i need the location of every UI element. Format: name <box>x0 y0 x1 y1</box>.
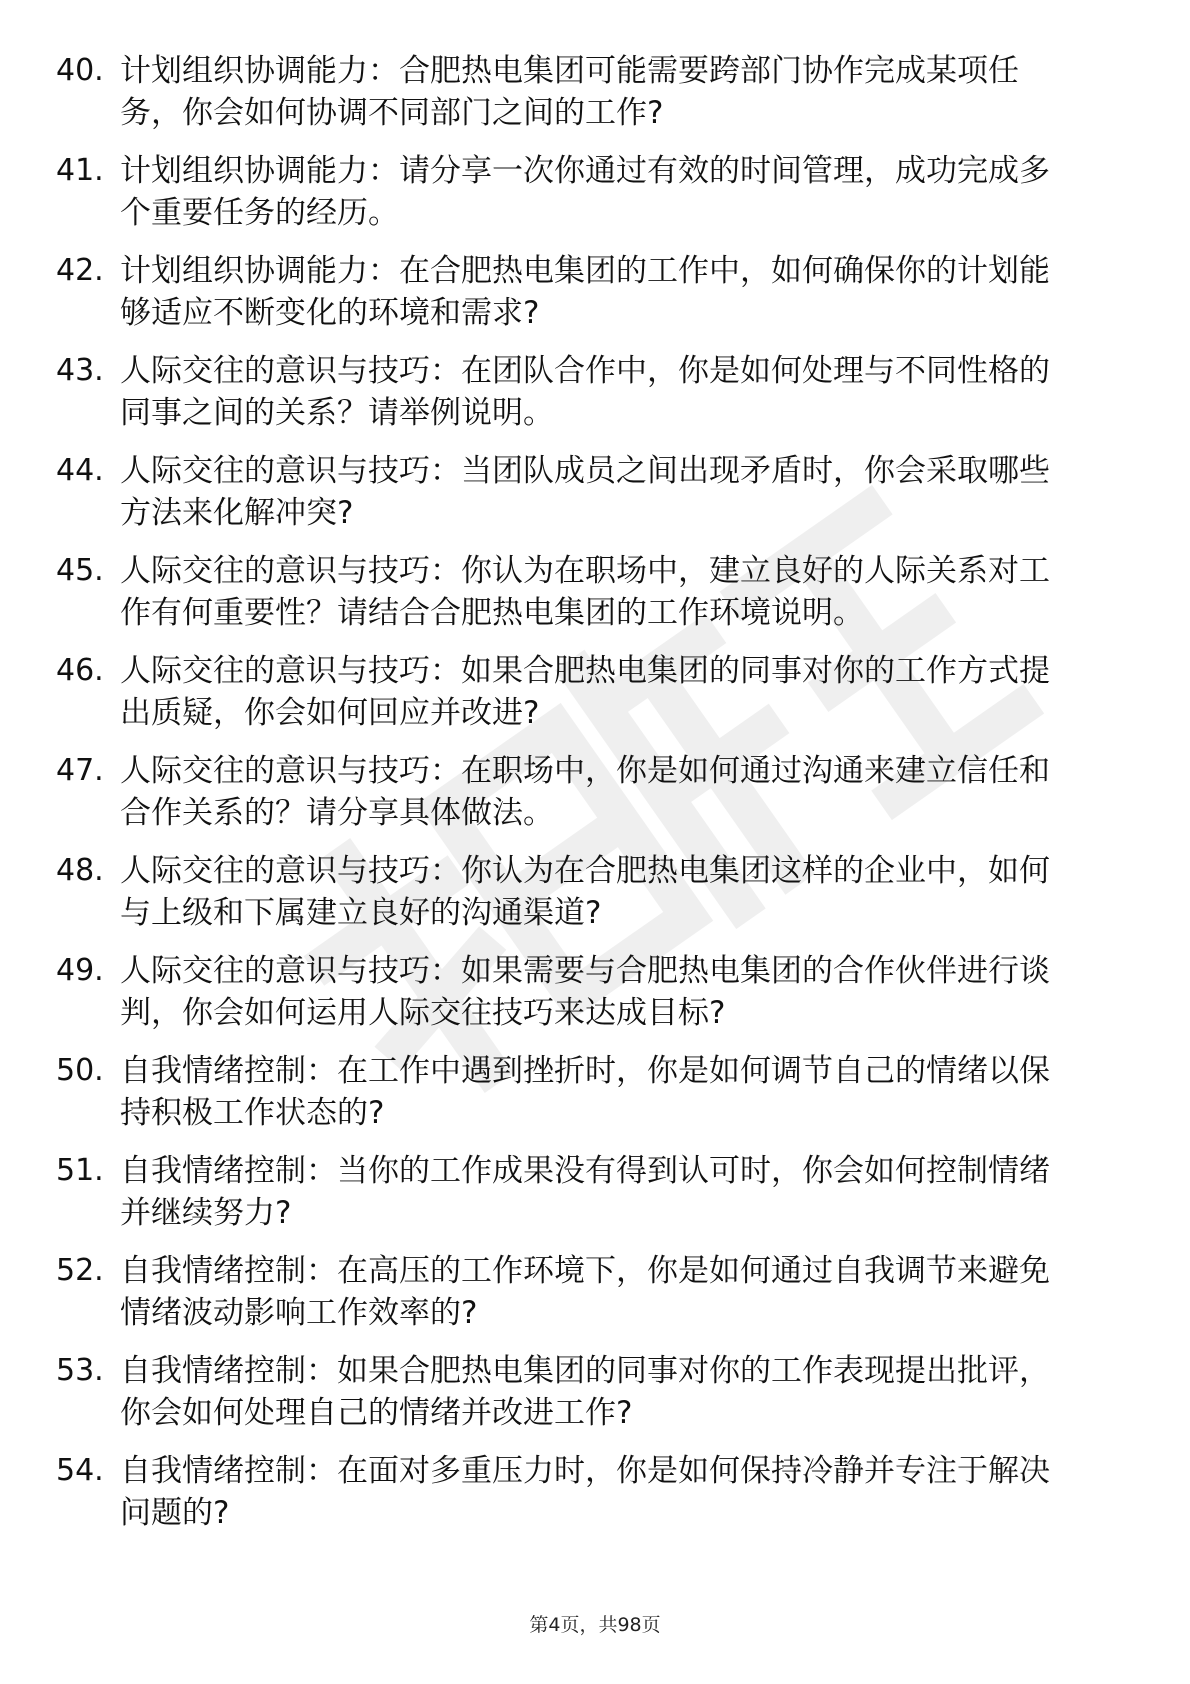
question-item <box>56 950 1096 1050</box>
question-number: 53. <box>56 1353 104 1388</box>
question-number: 47. <box>56 753 104 788</box>
question-item <box>56 750 1096 850</box>
question-number: 46. <box>56 653 104 688</box>
question-text: 自我情绪控制：在高压的工作环境下，你是如何通过自我调节来避免情绪波动影响工作效率的? <box>120 1253 1050 1331</box>
question-text: 人际交往的意识与技巧：你认为在合肥热电集团这样的企业中，如何与上级和下属建立良好的沟通渠道? <box>120 853 1050 931</box>
question-item <box>56 650 1096 750</box>
question-text: 人际交往的意识与技巧：你认为在职场中，建立良好的人际关系对工作有何重要性？请结合合肥热电集团的工作环境说明。 <box>120 553 1050 631</box>
question-item <box>56 1350 1096 1450</box>
question-text: 人际交往的意识与技巧：当团队成员之间出现矛盾时，你会采取哪些方法来化解冲突? <box>120 453 1050 531</box>
question-number: 41. <box>56 153 104 188</box>
question-text: 人际交往的意识与技巧：在团队合作中，你是如何处理与不同性格的同事之间的关系？请举例说明。 <box>120 353 1050 431</box>
question-text: 计划组织协调能力：在合肥热电集团的工作中，如何确保你的计划能够适应不断变化的环境和需求? <box>120 253 1050 331</box>
question-item <box>56 850 1096 950</box>
question-item <box>56 1050 1096 1150</box>
question-item <box>56 550 1096 650</box>
question-text: 人际交往的意识与技巧：如果合肥热电集团的同事对你的工作方式提出质疑，你会如何回应并改进? <box>120 653 1050 731</box>
question-item <box>56 350 1096 450</box>
question-number: 42. <box>56 253 104 288</box>
question-text: 自我情绪控制：如果合肥热电集团的同事对你的工作表现提出批评，你会如何处理自己的情绪并改进工作? <box>120 1353 1050 1431</box>
question-number: 52. <box>56 1253 104 1288</box>
page-number-footer: 第4页，共98页 <box>529 1614 661 1636</box>
question-item <box>56 50 1096 150</box>
question-number: 40. <box>56 53 104 88</box>
question-text: 计划组织协调能力：请分享一次你通过有效的时间管理，成功完成多个重要任务的经历。 <box>120 153 1050 231</box>
question-text: 自我情绪控制：在工作中遇到挫折时，你是如何调节自己的情绪以保持积极工作状态的? <box>120 1053 1050 1131</box>
question-number: 43. <box>56 353 104 388</box>
question-text: 人际交往的意识与技巧：在职场中，你是如何通过沟通来建立信任和合作关系的？请分享具体做法。 <box>120 753 1050 831</box>
question-item <box>56 450 1096 550</box>
question-number: 54. <box>56 1453 104 1488</box>
question-number: 50. <box>56 1053 104 1088</box>
question-text: 自我情绪控制：在面对多重压力时，你是如何保持冷静并专注于解决问题的? <box>120 1453 1050 1531</box>
question-text: 自我情绪控制：当你的工作成果没有得到认可时，你会如何控制情绪并继续努力? <box>120 1153 1050 1231</box>
question-number: 45. <box>56 553 104 588</box>
question-number: 44. <box>56 453 104 488</box>
question-text: 人际交往的意识与技巧：如果需要与合肥热电集团的合作伙伴进行谈判，你会如何运用人际交往技巧来达成目标? <box>120 953 1050 1031</box>
question-item <box>56 1250 1096 1350</box>
question-number: 49. <box>56 953 104 988</box>
question-item <box>56 150 1096 250</box>
question-number: 48. <box>56 853 104 888</box>
question-item <box>56 1450 1096 1550</box>
interview-question-list <box>56 50 1096 1550</box>
question-item <box>56 1150 1096 1250</box>
question-item <box>56 250 1096 350</box>
question-text: 计划组织协调能力：合肥热电集团可能需要跨部门协作完成某项任务，你会如何协调不同部门之间的工作? <box>120 53 1019 131</box>
question-number: 51. <box>56 1153 104 1188</box>
